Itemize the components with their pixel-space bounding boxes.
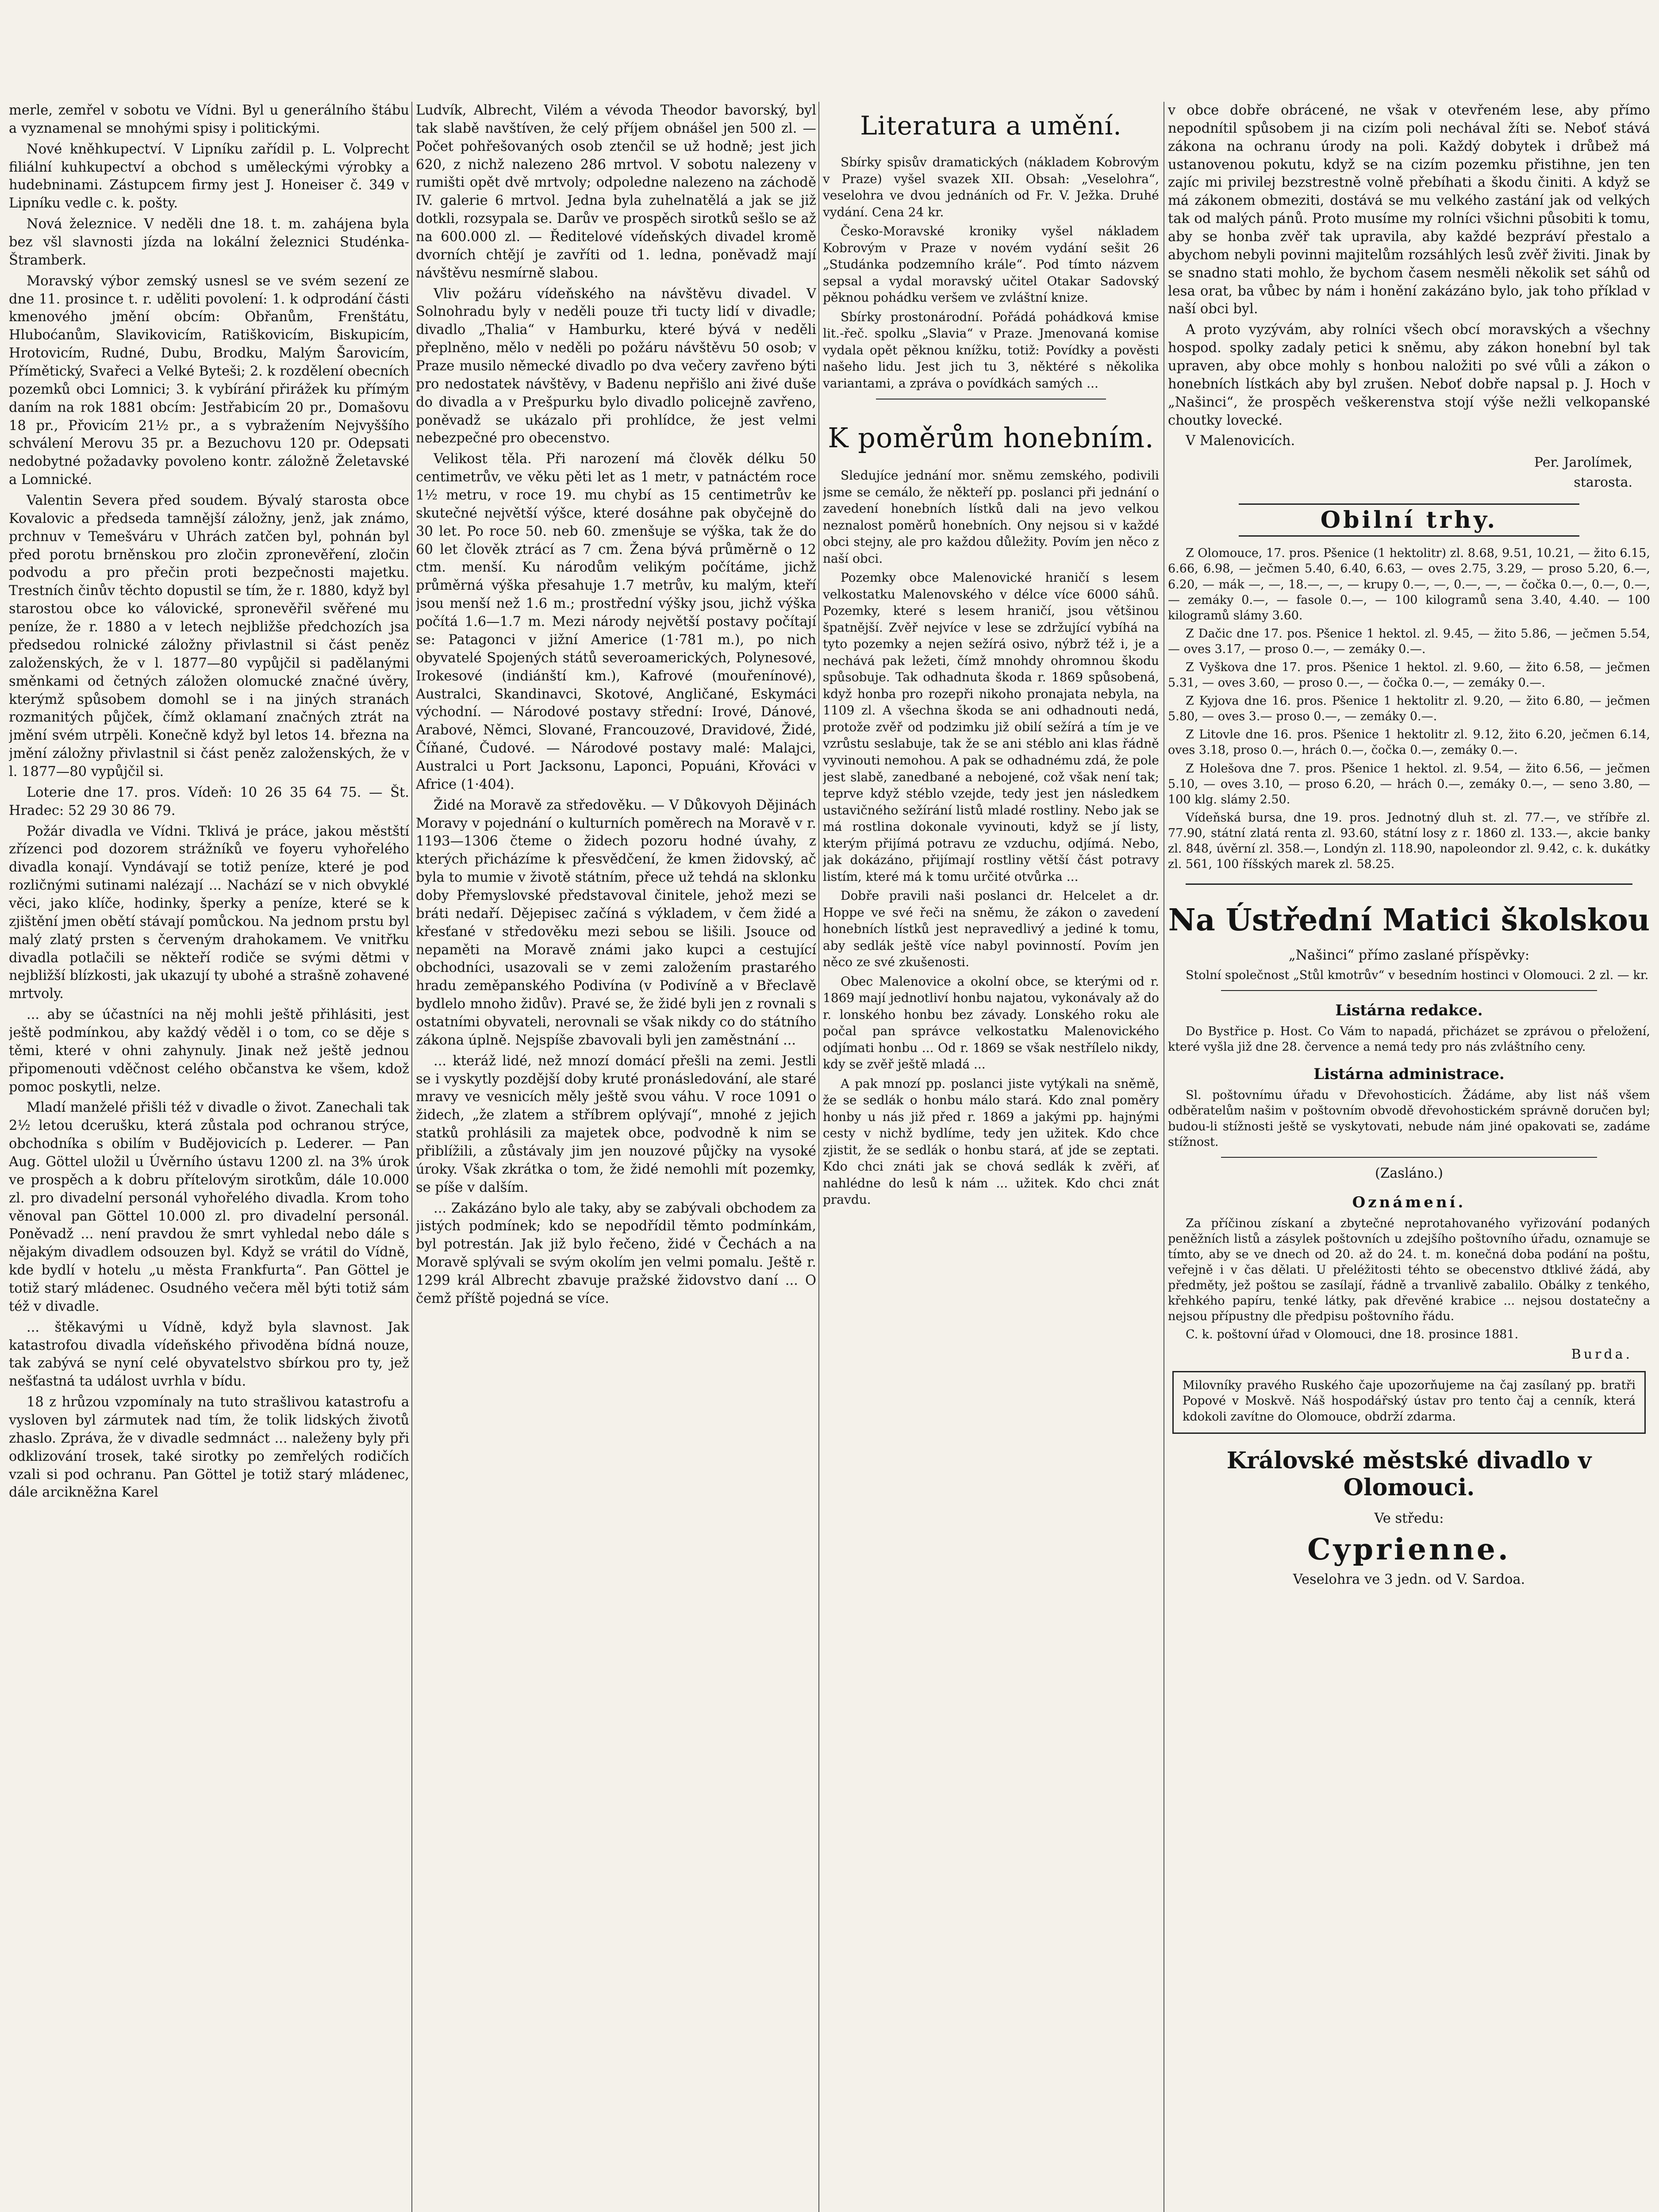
article-paragraph: Dobře pravili naši poslanci dr. Helcelet a dr. Hoppe ve své řeči na sněmu, že zákon o zavedení honebních lístků jest nepravedlivý a jediné k tomu, aby sedlák ještě více nabyl povinností. Povím jen něco ze své zkušenosti. <box>823 888 1159 970</box>
news-paragraph: Mladí manželé přišli též v divadle o život. Zanechali tak 2½ letou dcerušku, která zůstala pod ochranou strýce, obchodníka s obilím v Budějovicích p. Lederer. — Pan Aug. Göttel uložil u Úvěrního ústavu 1200 zl. na 3% úrok ve prospěch a k dobru přítelovým sirotkům, dále 10.000 zl. pro divadelní personál vyhořelého divadla. Krom toho věnoval pan Göttel 10.000 zl. pro divadelní personál. Poněvadž ... není pravdou že smrt vyhledal nebo dále s nějakým divadlem odsouzen byl. Když se vrátil do Vídně, kde bydlí v hotelu „u města Frankfurta“. Pan Göttel je totiž starý mládenec. Osudného večera měl býti totiž sám též v divadle. <box>9 1100 409 1314</box>
price-entry: Z Vyškova dne 17. pros. Pšenice 1 hektol. zl. 9.60, — žito 6.58, — ječmen 5.31, — oves 3.60, — proso 0.—, — čočka 0.—, — zemáky 0.—. <box>1168 660 1650 690</box>
news-paragraph: ... Zakázáno bylo ale taky, aby se zabývali obchodem za jistých podmínek; kdo se nepodřídil těmto podmínkám, byl potrestán. Jak již bylo řečeno, židé v Čechách a na Moravě splývali se svým okolím jen velmi pomalu. Ještě r. 1299 král Albrecht zbavuje pražské židovstvo daní ... O čemž příště pojedná se více. <box>416 1200 816 1306</box>
matice-entry: Stolní společnost „Stůl kmotrův“ v besedním hostinci v Olomouci. 2 zl. — kr. <box>1186 968 1649 983</box>
theatre-day: Ve středu: <box>1374 1510 1444 1526</box>
tea-ad <box>1172 1371 1646 1433</box>
announcement-heading: Oznámení. <box>1352 1193 1466 1211</box>
news-paragraph: 18 z hrůzou vzpomínaly na tuto strašlivou katastrofu a vysloven byl zármutek nad tím, že tolik lidských životů zhaslo. Zpráva, že v divadle sedmnáct ... naleženy byly při odklizování trosek, také sirotky po zemřelých rodičích vzali si pod ochranu. Pan Göttel je totiž starý mládenec, dále arcikněžna Karel <box>9 1394 409 1501</box>
price-entry: Z Litovle dne 16. pros. Pšenice 1 hektolitr zl. 9.12, žito 6.20, ječmen 6.14, oves 3.18, proso 0.—, hrách 0.—, čočka 0.—, zemáky 0.—. <box>1168 728 1650 757</box>
matice-heading: Na Ústřední Matici školskou <box>1168 902 1650 938</box>
article-paragraph: A pak mnozí pp. poslanci jiste vytýkali na sněmě, že se sedlák o honbu málo stará. Kdo znal poměry honby u nás již před r. 1869 a jakými pp. hajnými cesty v nichž bydlíme, tedy jen užitek. Kdo chce zjistit, že se sedlák o honbu stará, ať jde se zeptati. Kdo chci znáti jak se chová sedlák k zvěři, ať nahlédne do lesů k nám ... užitek. Kdo chci znát pravdu. <box>823 1076 1159 1207</box>
editor-letters-text: Do Bystřice p. Host. Co Vám to napadá, přicházet se zprávou o přeložení, které vyšla již dne 28. července a nemá tedy pro nás zvláštního ceny. <box>1168 1025 1650 1054</box>
signature-name: Per. Jarolímek, <box>1534 455 1632 471</box>
announcement-text: Za příčinou získaní a zbytečné neprotahovaného vyřizování podaných peněžních listů a zásylek poštovních u zdejšího poštovního úřadu, oznamuje se tímto, aby se ve dnech od 20. až do 24. t. m. konečná doba podání na poštu, veřejně i v čas dělati. U přeléžitosti téhto se obecenstvo dtklivé žádá, aby předměty, jež poštou se zasílají, řádně a trvanlivě zabalilo. Obálky z tenkého, křehkého papíru, tenké látky, pak dřevěné krabice ... nejsou dostatečny a nejsou přípustny dle předpisu poštovního řádu. <box>1168 1216 1650 1324</box>
news-paragraph: ... kteráž lidé, než mnozí domácí přešli na zemi. Jestli se i vyskytly pozdější doby kruté pronásledování, ale staré mravy ve vesnicích měly ještě svou váhu. V roce 1091 o židech, „že zlatem a stříbrem oplývají“, mnohé z jejich statků prohlásili za majetek obce, podvodně k nim se přiblížili, a zůstávaly jim jen nouzové půjčky na vysoké úroky. Však zkrátka o tom, že židé nemohli mít pozemky, se píše v dalším. <box>416 1053 816 1195</box>
hunting-heading: K poměrům honebním. <box>828 422 1154 454</box>
literature-paragraph: Česko-Moravské kroniky vyšel nákladem Kobrovým v Praze v novém vydání sešit 26 „Studánka podzemního krále“. Pod tímto názvem sepsal a vydal moravský učitel Otakar Sadovský pěknou pohádku veršem ve zvláštní knize. <box>823 224 1159 305</box>
news-paragraph: Velikost těla. Při narození má člověk délku 50 centimetrův, ve věku pěti let as 1 metr, v patnáctém roce 1½ metru, v roce 19. mu chybí as 15 centimetrův ke skutečné největší výšce, které dosáhne pak obyčejně do 30 let. Po roce 50. neb 60. zmenšuje se výška, tak že do 60 let člověk ztrácí as 7 cm. Žena bývá průměrně o 12 ctm. menší. Ku národům velikým počítáme, jichž průměrná výška přesahuje 1.7 metrův, ku malým, kteří jsou menší než 1.6 m.; prostřední výšky jsou, jichž výška počítá 1.6—1.7 m. Mezi národy největší postavy počítají se: Patagonci v jižní Americe (1·781 m.), po nich obyvatelé Spojených států severoamerických, Polynesové, Irokesové (indiánští km.), Kafrové (mouřenínové), Australci, Skandinavci, Skotové, Angličané, Eskymáci východní. — Národové postavy střední: Irové, Dánové, Arabové, Němci, Slované, Francouzové, Dravidové, Židé, Číňané, Čudové. — Národové postavy malé: Malajci, Australci u Port Jacksonu, Laponci, Popuáni, Křováci v Africe (1·404). <box>416 451 816 792</box>
news-paragraph: Nová železnice. V neděli dne 18. t. m. zahájena byla bez všl slavnosti jízda na lokální železnici Studénka-Štramberk. <box>9 216 409 268</box>
tea-ad-text: Milovníky pravého Ruského čaje upozorňujeme na čaj zasílaný pp. bratři Popové v Moskvě. Náš hospodářský ústav pro tento čaj a cenník, která kdokoli zavítne do Olomouce, obdrží zdarma. <box>1183 1379 1636 1424</box>
lottery-paragraph: Loterie dne 17. pros. Vídeň: 10 26 35 64 75. — Št. Hradec: 52 29 30 86 79. <box>9 784 409 818</box>
article-paragraph: A proto vyzývám, aby rolníci všech obcí moravských a všechny hospod. spolky zadaly petici k sněmu, aby zákon honební byl tak upraven, aby obce mohly s honbou naložiti po své vůli a zákon o honebních lístkách aby byl zrušen. Neboť dobře napsal p. J. Hoch v „Našinci“, že prospěch veškerenstva stojí výše nežli velkopanské choutky lovecké. <box>1168 322 1650 428</box>
price-entry: Z Holešova dne 7. pros. Pšenice 1 hektol. zl. 9.54, — žito 6.56, — ječmen 5.10, — oves 3.10, — proso 6.20, — hrách 0.—, zemáky 0.—, — seno 3.80, — 100 klg. slámy 2.50. <box>1168 761 1650 806</box>
admin-letters-heading: Listárna administrace. <box>1313 1065 1505 1083</box>
news-paragraph: Vliv požáru vídeňského na návštěvu divadel. V Solnohradu byly v neděli pouze tři tucty lidí v divadle; divadlo „Thalia“ v Hamburku, které bývá v neděli přeplněno, mělo v neděli po požáru návštěvu 50 osob; v Praze musilo německé divadlo po dva večery zavřeno býti pro nedostatek návštěvy, v Badenu nepřišlo ani živé duše do divadla a v Prešpurku bylo divadlo policejně zavřeno, poněvadž se ukázalo při prohlídce, že jest velmi nebezpečné pro obecenstvo. <box>416 286 816 446</box>
news-paragraph: Židé na Moravě za středověku. — V Důkovyoh Dějinách Moravy v pojednání o kulturních poměrech na Moravě v r. 1193—1306 čteme o židech pozoru hodné úvahy, z kterých přicházíme k přesvědčení, že kmen židovský, ač byla to mumie v životě státním, přece už tehdá na sklonku doby Přemyslovské představoval činitele, jehož mezi se bráti nedaří. Dějepisec začíná s výkladem, v čem židé a křesťané v středověku mezi sebou se lišili. Jsouce od nepaměti na Moravě známi jako kupci a cestující obchodníci, usazovali se v zemi založením prastarého hradu zeměpanského Podivína (v Podivíně a v Břeclavě bydlelo mnoho židův). Pravé se, že židé byli jen z rovnali s ostatními obyvateli, nerovnali se však nikdy co do státního zákona úplně. Nejspíše zbavovali byli jen zaměstnání ... <box>416 797 816 1048</box>
divider <box>1221 1157 1597 1158</box>
article-paragraph: Obec Malenovice a okolní obce, se kterými od r. 1869 mají jednotliví honbu najatou, vykonávaly až do r. lonského honbu bez závady. Lonského roku ale počal pan správce velkostatku Malenovického odjímati honbu ... Od r. 1869 se však nestřílelo nikdy, kdy se zvěř ještě mladá ... <box>823 974 1159 1072</box>
article-paragraph: v obce dobře obrácené, ne však v otevřeném lese, aby přímo nepodnítil spůsobem ji na cizím poli nechával žíti se. Neboť stává zákona na ochranu úrody na poli. Každý dobytek i drůbež má ustanovenou pokutu, když se na cizím pozemku přistihne, jen ten zajíc mi privilej bezstrestně volně přebíhati a škodu činiti. A když se má zákonem obmeziti, dostává se mu velkého zastání jak od velkých tak od malých pánů. Proto musíme my rolníci všichni působiti k tomu, aby se honba zvěř tak upravila, aby každé bezpráví přestalo a abychom nebyli povinni majitelům rozsáhlých lesů zvěř živiti. Jinak by se snadno stati mohlo, že bychom časem nesměli několik set sáhů od lesa orat, ba vůbec by nám i honění zakázáno bylo, jak toho příklad v naší obci byl. <box>1168 103 1650 317</box>
editor-letters-heading: Listárna redakce. <box>1335 1002 1483 1020</box>
news-paragraph: Moravský výbor zemský usnesl se ve svém sezení ze dne 11. prosince t. r. uděliti povolení: 1. k odprodání části kmenového jmění obcím: Obřanům, Frenštátu, Hluboćanům, Slavikovicím, Ratiškovicím, Biskupicím, Hrotovicím, Rudné, Dubu, Brodku, Malým Šarovicím, Přímětický, Svařeci a Velké Byteši; 2. k rozdělení obecních pozemků obci Lomnici; 3. k vybírání přirážek ku přímým daním na rok 1881 obcím: Jestřabicím 20 pr., Domašovu 18 pr., Přovicím 21½ pr., a s vybražením Nejvyššího schválení Merovu 35 pr. a Bezuchovu 120 pr. Odepsati nedobytné požadavky povoleno kontr. záložně Želetavské a Lomnické. <box>9 273 409 488</box>
divider <box>1186 883 1632 885</box>
admin-letters-text: Sl. poštovnímu úřadu v Dřevohosticích. Žádáme, aby list náš všem odběratelům našim v poštovním obvodě dřevohostickém správně doručen byl; budou-li stížnosti ještě se vyskytovati, nebude nám jiné opakovati se, zadáme stížnost. <box>1168 1088 1650 1149</box>
literature-paragraph: Sbírky spisův dramatických (nákladem Kobrovým v Praze) vyšel svazek XII. Obsah: „Veselohra“, veselohra ve dvou jednáních od Fr. V. Ježka. Druhé vydání. Cena 24 kr. <box>823 155 1159 219</box>
column-3 <box>823 102 1159 2212</box>
column-rule <box>411 102 412 2212</box>
column-rule <box>818 102 819 2212</box>
price-entry: Z Dačic dne 17. pos. Pšenice 1 hektol. zl. 9.45, — žito 5.86, — ječmen 5.54, — oves 3.17, — proso 0.—, — zemáky 0.—. <box>1168 626 1650 656</box>
announcement-name: Burda. <box>1571 1347 1632 1363</box>
column-4 <box>1168 102 1650 2212</box>
theatre-play-title: Cyprienne. <box>1307 1532 1511 1567</box>
news-paragraph: Valentin Severa před soudem. Bývalý starosta obce Kovalovic a předseda tamnější záložny, jenž, jak známo, prchnuv v Temešváru v Uhrách zatčen byl, pohnán byl před porotu brněnskou pro zločin zpronevěření, zločin podvodu a pro přečin proti bezpečnosti majetku. Trestních činův těchto dopustil se tím, že r. 1880, když byl starostou obce ko válovické, spronevěřil svěřené mu peníze, že r. 1880 a v letech nejbližše předchozích jsa předsedou rolnické záložny přivlastnil si část peněz založenských, že v l. 1877—80 vypůjčil si padělanými směnkami od četných záložen olomucké značné úvěry, kterýmž spůsobem domohl se i na jiných stranách rozmanitých půjček, čímž oklamaní značných ztrát na jmění svém utrpěli. Konečně když byl letos 14. března na jmění záložny přivlastnil si část peněz založenských, že v l. 1877—80 vypůjčil si. <box>9 493 409 780</box>
divider <box>1221 990 1597 991</box>
news-paragraph: ... aby se účastníci na něj mohli ještě přihlásiti, jest ještě podmínkou, aby každý věděl i o tom, co se děje s těmi, které v ohni zahynuly. Jinak než ještě jednou připomenouti vděčnost celého občanstva ke všem, kdož pomoc poskytli, nelze. <box>9 1007 409 1095</box>
grain-markets-heading: Obilní trhy. <box>1239 503 1579 537</box>
theatre-play-desc: Veselohra ve 3 jedn. od V. Sardoa. <box>1293 1572 1525 1588</box>
article-paragraph: Pozemky obce Malenovické hraničí s lesem velkostatku Malenovského v délce více 6000 sáhů. Pozemky, které s lesem hraničí, jsou většinou špatnější. Zvěř nejvíce v lese se zdržující vybíhá na tyto pozemky a nejen sežírá osivo, nýbrž též i, je a nechává pak ležeti, čímž mnohdy ohromnou škodu spůsobuje. Tak odhadnuta škoda r. 1869 spůsobená, když honba pro rozepři nikoho pronajata nebyla, na 1109 zl. A všechna škoda se ani odhadnouti nedá, protože zvěř od podzimku již obilí sežírá a tím je ve vzrůstu seslabuje, tak že se ani stéblo ani klas řádně vyvinouti nemohou. A pak se odhadnému zdá, že pole jest slabě, zanedbané a nebojené, což však není tak; teprve když stéblo vzejde, tedy jest jen následkem ustavičného sežírání listů mladé rostliny. Nebo jak se má rostlina dokonale vyvinouti, když se jí listy, kterým přijímá potravu ze vzduchu, odjímá. Nebo, jak dokázáno, přijímají rostliny větší část potravy listím, které má k tomu určité otvůrka ... <box>823 570 1159 884</box>
theatre-heading: Královské městské divadlo v Olomouci. <box>1226 1447 1592 1501</box>
article-paragraph: Sledujíce jednání mor. sněmu zemského, podivili jsme se cemálo, že někteří pp. poslanci při jednání o zavedení honebních lístků dali na jevo velkou neznalost poměrů honebních. Ony nejsou si v každé obci stejny, ale pro každou důležity. Povím jen něco z naší obci. <box>823 468 1159 566</box>
news-paragraph: merle, zemřel v sobotu ve Vídni. Byl u generálního štábu a vyznamenal se mnohými spisy i politickými. <box>9 103 409 136</box>
news-paragraph: Požár divadla ve Vídni. Tklivá je práce, jakou městští zřízenci pod dozorem strážníků ve foyeru vyhořelého divadla konají. Vyndávají se totiž peníze, které je pod rozličnými sutinami nalézají ... Nachází se v nich obvyklé věci, jako klíče, hodinky, šperky a peníze, které se k zjištění jmen obětí stávají pomůckou. Na jednom prstu byl malý zlatý prsten s červeným drahokamem. Ve vnitřku divadla potlačili se někteří rodiče se svými dětmi v nejbližší blízkosti, jak ukazují ty ubohé a strašně zohavené mrtvoly. <box>9 823 409 1002</box>
column-2 <box>416 102 816 2212</box>
exchange-entry: Vídeňská bursa, dne 19. pros. Jednotný dluh st. zl. 77.—, ve stříbře zl. 77.90, státní zlatá renta zl. 93.60, státní losy z r. 1860 zl. 133.—, akcie banky zl. 848, úvěrní zl. 358.—, Londýn zl. 118.90, napoleondor zl. 9.42, c. k. dukátky zl. 561, 100 říšských marek zl. 58.25. <box>1168 810 1650 872</box>
matice-subtitle: „Našinci“ přímo zaslané příspěvky: <box>1288 948 1530 964</box>
news-paragraph: Nové kněhkupectví. V Lipníku zařídil p. L. Volprecht filiální kuhkupectví a obchod s uměleckými výrobky a hudebninami. Zástupcem firmy jest J. Honeiser č. 349 v Lipníku vedle c. k. pošty. <box>9 141 409 211</box>
literature-heading: Literatura a umění. <box>860 111 1122 141</box>
price-entry: Z Olomouce, 17. pros. Pšenice (1 hektolitr) zl. 8.68, 9.51, 10.21, — žito 6.15, 6.66, 6.98, — ječmen 5.40, 6.40, 6.63, — oves 2.75, 3.29, — proso 5.20, 6.—, 6.20, — mák —, —, 18.—, —, — krupy 0.—, —, 0.—, —, — čočka 0.—, 0.—, 0.—, — zemáky 0.—, — fasole 0.—, — 100 kilogramů sena 3.40, 4.40. — 100 kilogramů slámy 3.60. <box>1168 546 1650 622</box>
signature-title: starosta. <box>1574 475 1632 491</box>
sent-in-label: (Zasláno.) <box>1375 1165 1443 1181</box>
column-1 <box>9 102 409 2212</box>
news-paragraph: Ludvík, Albrecht, Vilém a vévoda Theodor bavorský, byl tak slabě navštíven, že celý příjem obnášel jen 500 zl. — Počet pohřešovaných osob ztenčil se už hodně; jest jich 620, z nichž nalezeno 286 mrtvol. V sobotu nalezeny v rumišti opět dvě mrtvoly; odpoledne nalezeno na záchodě IV. galerie 6 mrtvol. Jedna byla zuhelnatělá a jak se již dotkli, rozsypala se. Darův ve prospěch sirotků sešlo se až na 600.000 zl. — Ředitelové vídeňských divadel kromě dvorních chtějí je zavříti od 1. ledna, poněvadž mají návštěvu nesmírně slabou. <box>416 103 816 281</box>
price-entry: Z Kyjova dne 16. pros. Pšenice 1 hektolitr zl. 9.20, — žito 6.80, — ječmen 5.80, — oves 3.— proso 0.—, — zemáky 0.—. <box>1168 694 1650 724</box>
literature-paragraph: Sbírky prostonárodní. Pořádá pohádková kmise lit.-řeč. spolku „Slavia“ v Praze. Jmenovaná komise vydala opět pěknou knížku, totiž: Povídky a pověsti našeho lidu. Jest jich tu 3, něktéré s několika variantami, a zpráva o povídkách samých ... <box>823 309 1159 391</box>
article-place: V Malenovicích. <box>1186 433 1295 449</box>
news-paragraph: ... štěkavými u Vídně, když byla slavnost. Jak katastrofou divadla vídeňského přivoděna bídná nouze, tak zabývá se nyní celé obyvatelstvo sbírkou pro ty, jež nešťastná ta událost uvrhla v bídu. <box>9 1319 409 1390</box>
announcement-sign: C. k. poštovní úřad v Olomouci, dne 18. prosince 1881. <box>1186 1328 1519 1342</box>
